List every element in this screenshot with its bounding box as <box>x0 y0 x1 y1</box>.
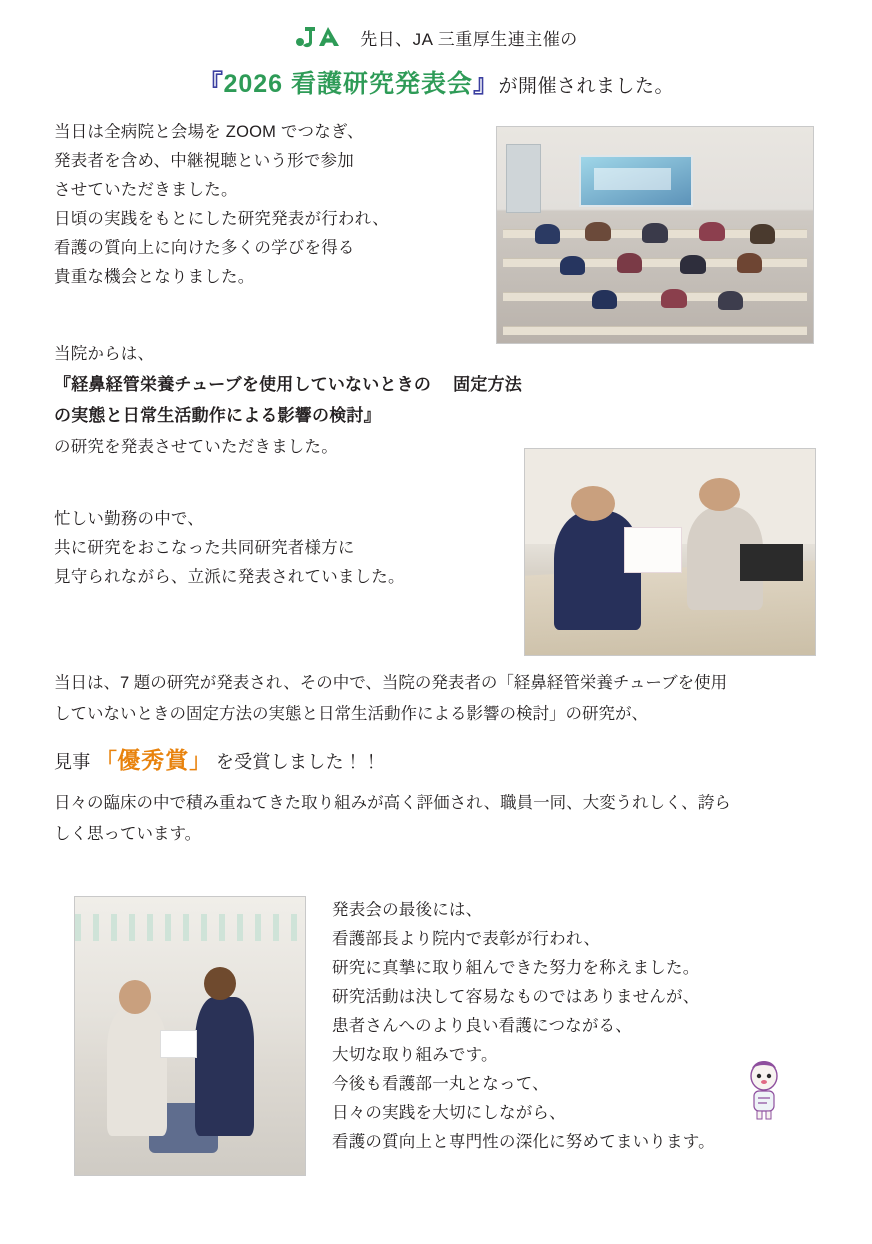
photo-detail-certificate <box>160 1030 197 1058</box>
header-title-tail: が開催されました。 <box>498 76 675 97</box>
gratitude-line: 日々の臨床の中で積み重ねてきた取り組みが高く評価され、職員一同、大変うれしく、誇ら <box>54 794 731 812</box>
intro-line: 発表者を含め、中継視聴という形で参加 <box>54 152 354 170</box>
colleagues-line: 見守られながら、立派に発表されていました。 <box>54 568 405 586</box>
research-lead: 当院からは、 <box>54 345 155 363</box>
closing-line: 日々の実践を大切にしながら、 <box>332 1104 566 1122</box>
award-label: 優秀賞 <box>117 747 190 773</box>
photo-award-ceremony <box>74 896 306 1176</box>
colleagues-paragraph <box>54 505 514 592</box>
intro-line: 看護の質向上に向けた多くの学びを得る <box>54 239 355 257</box>
research-title-block <box>54 340 524 462</box>
gratitude-line: しく思っています。 <box>54 825 202 843</box>
ja-mascot-character <box>740 1058 788 1122</box>
results-line: 当日は、7 題の研究が発表され、その中で、当院の発表者の「経鼻経管栄養チューブを使用 <box>54 674 728 692</box>
intro-line: 日頃の実践をもとにした研究発表が行われ、 <box>54 210 389 228</box>
award-quote-close: 」 <box>189 750 211 773</box>
photo-detail-decoration <box>75 914 305 942</box>
closing-line: 今後も看護部一丸となって、 <box>332 1075 549 1093</box>
photo-detail-person-presenting <box>195 997 255 1136</box>
closing-line: 発表会の最後には、 <box>332 901 483 919</box>
closing-line: 研究に真摯に取り組んできた努力を称えました。 <box>332 959 700 977</box>
header-subtitle: 先日、JA 三重厚生連主催の <box>360 29 578 49</box>
closing-line: 大切な取り組みです。 <box>332 1046 498 1064</box>
photo-zoom-lecture-hall <box>496 126 814 344</box>
results-paragraph <box>54 668 822 730</box>
intro-paragraph <box>54 118 484 292</box>
award-quote-open: 「 <box>95 750 118 773</box>
document-header <box>0 0 872 50</box>
photo-presenters-at-desk <box>524 448 816 656</box>
page-title: 2026 看護研究発表会 <box>223 70 474 98</box>
intro-line: させていただきました。 <box>54 181 238 199</box>
photo-detail-person-receiving <box>107 1008 167 1136</box>
photo-detail-head-right <box>699 478 740 511</box>
closing-line: 研究活動は決して容易なものではありませんが、 <box>332 988 700 1006</box>
closing-paragraph <box>332 896 802 1157</box>
ja-logo <box>294 24 346 50</box>
research-title-line: 『経鼻経管栄養チューブを使用していないときの <box>54 375 432 394</box>
bracket-open: 『 <box>197 70 224 98</box>
research-title <box>54 369 524 431</box>
intro-line: 当日は全病院と会場を ZOOM でつなぎ、 <box>54 123 364 141</box>
photo-detail-poster <box>624 527 682 572</box>
bracket-close: 』 <box>473 70 499 98</box>
photo-detail-projector-screen <box>579 155 693 207</box>
photo-detail-laptop <box>740 544 804 581</box>
research-title-line: 固定方法の実態と日常生活動作による影響の検討』 <box>54 375 522 425</box>
header-main-title-row <box>0 64 872 100</box>
award-suffix: を受賞しました！！ <box>215 752 381 772</box>
intro-line: 貴重な機会となりました。 <box>54 268 255 286</box>
photo-detail-head-presenting <box>204 967 236 1000</box>
closing-line: 患者さんへのより良い看護につながる、 <box>332 1017 632 1035</box>
award-announcement <box>54 742 381 775</box>
colleagues-line: 忙しい勤務の中で、 <box>54 510 204 528</box>
gratitude-paragraph <box>54 788 822 850</box>
photo-detail-head-left <box>571 486 615 521</box>
photo-detail-door <box>506 144 541 213</box>
photo-detail-seating <box>497 222 813 343</box>
photo-detail-head-receiving <box>119 980 151 1013</box>
research-tail: の研究を発表させていただきました。 <box>54 438 338 456</box>
award-prefix: 見事 <box>54 752 91 772</box>
results-line: していないときの固定方法の実態と日常生活動作による影響の検討」の研究が、 <box>54 705 648 723</box>
colleagues-line: 共に研究をおこなった共同研究者様方に <box>54 539 355 557</box>
closing-line: 看護の質向上と専門性の深化に努めてまいります。 <box>332 1133 715 1151</box>
closing-line: 看護部長より院内で表彰が行われ、 <box>332 930 601 948</box>
